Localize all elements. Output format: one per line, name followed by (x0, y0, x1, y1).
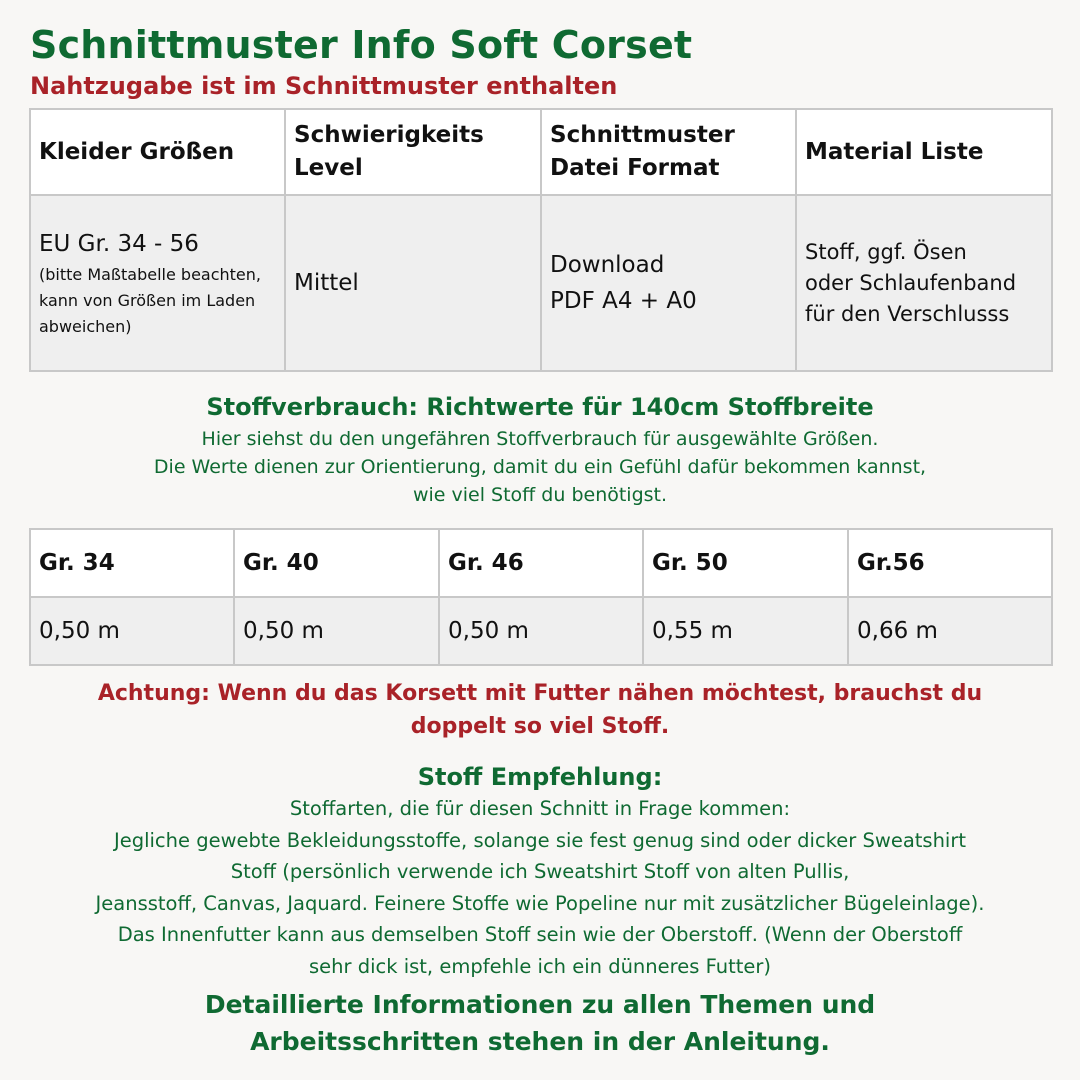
cell-materials (796, 195, 1052, 371)
pattern-info-header-row (30, 109, 1052, 195)
fabric-usage-description (0, 425, 1080, 509)
materials-line: für den Verschlusss (805, 301, 1010, 326)
fabric-usage-title: Stoffverbrauch: Richtwerte für 140cm Stoffbreite (206, 393, 874, 421)
recommendation-line: Stoffarten, die für diesen Schnitt in Frage kommen: (289, 797, 791, 820)
description-line: Hier siehst du den ungefähren Stoffverbrauch für ausgewählte Größen. (201, 428, 879, 450)
materials-line: oder Schlaufenband (805, 270, 1017, 295)
fabric-amount: 0,50 m (439, 597, 643, 665)
fabric-amount: 0,66 m (848, 597, 1052, 665)
header-sizes: Kleider Größen (30, 109, 285, 195)
header-materials: Material Liste (796, 109, 1052, 195)
warning-line: doppelt so viel Stoff. (410, 714, 670, 739)
footer-line: Arbeitsschritten stehen in der Anleitung. (250, 1027, 830, 1056)
fabric-usage-table (29, 528, 1053, 666)
materials-line: Stoff, ggf. Ösen (805, 239, 967, 264)
size-header: Gr.56 (848, 529, 1052, 597)
sizes-range: EU Gr. 34 - 56 (39, 231, 199, 257)
pattern-info-value-row (30, 195, 1052, 371)
size-header: Gr. 50 (643, 529, 848, 597)
size-header: Gr. 34 (30, 529, 234, 597)
instructions-note (0, 986, 1080, 1060)
size-header: Gr. 40 (234, 529, 439, 597)
recommendation-line: Das Innenfutter kann aus demselben Stoff sein wie der Oberstoff. (Wenn der Oberstoff (117, 923, 963, 946)
seam-allowance-note: Nahtzugabe ist im Schnittmuster enthalten (30, 72, 618, 100)
fabric-amount: 0,50 m (234, 597, 439, 665)
recommendation-line: Stoff (persönlich verwende ich Sweatshirt Stoff von alten Pullis, (230, 860, 850, 883)
format-paper: PDF A4 + A0 (550, 288, 697, 314)
size-header: Gr. 46 (439, 529, 643, 597)
fabric-recommendation-title: Stoff Empfehlung: (417, 763, 663, 791)
format-download: Download (550, 252, 665, 278)
sizes-note: (bitte Maßtabelle beachten, kann von Größen im Laden abweichen) (39, 265, 261, 336)
cell-difficulty: Mittel (285, 195, 541, 371)
recommendation-line: Jegliche gewebte Bekleidungsstoffe, solange sie fest genug sind oder dicker Sweatshirt (113, 828, 967, 852)
header-file-format: Schnittmuster Datei Format (541, 109, 796, 195)
recommendation-line: Jeansstoff, Canvas, Jaquard. Feinere Stoffe wie Popeline nur mit zusätzlicher Bügeleinlage). (95, 891, 985, 915)
lining-warning (0, 677, 1080, 743)
usage-value-row (30, 597, 1052, 665)
recommendation-line: sehr dick ist, empfehle ich ein dünneres Futter) (308, 954, 772, 978)
fabric-amount: 0,55 m (643, 597, 848, 665)
warning-line: Achtung: Wenn du das Korsett mit Futter nähen möchtest, brauchst du (97, 681, 983, 706)
page-title: Schnittmuster Info Soft Corset (30, 23, 693, 67)
description-line: wie viel Stoff du benötigst. (412, 484, 668, 506)
usage-header-row (30, 529, 1052, 597)
cell-file-format (541, 195, 796, 371)
fabric-amount: 0,50 m (30, 597, 234, 665)
footer-line: Detaillierte Informationen zu allen Themen und (204, 990, 876, 1019)
cell-sizes (30, 195, 285, 371)
fabric-recommendation-text (0, 793, 1080, 982)
description-line: Die Werte dienen zur Orientierung, damit du ein Gefühl dafür bekommen kannst, (153, 456, 927, 478)
pattern-info-table (29, 108, 1053, 372)
header-difficulty: Schwierigkeits Level (285, 109, 541, 195)
